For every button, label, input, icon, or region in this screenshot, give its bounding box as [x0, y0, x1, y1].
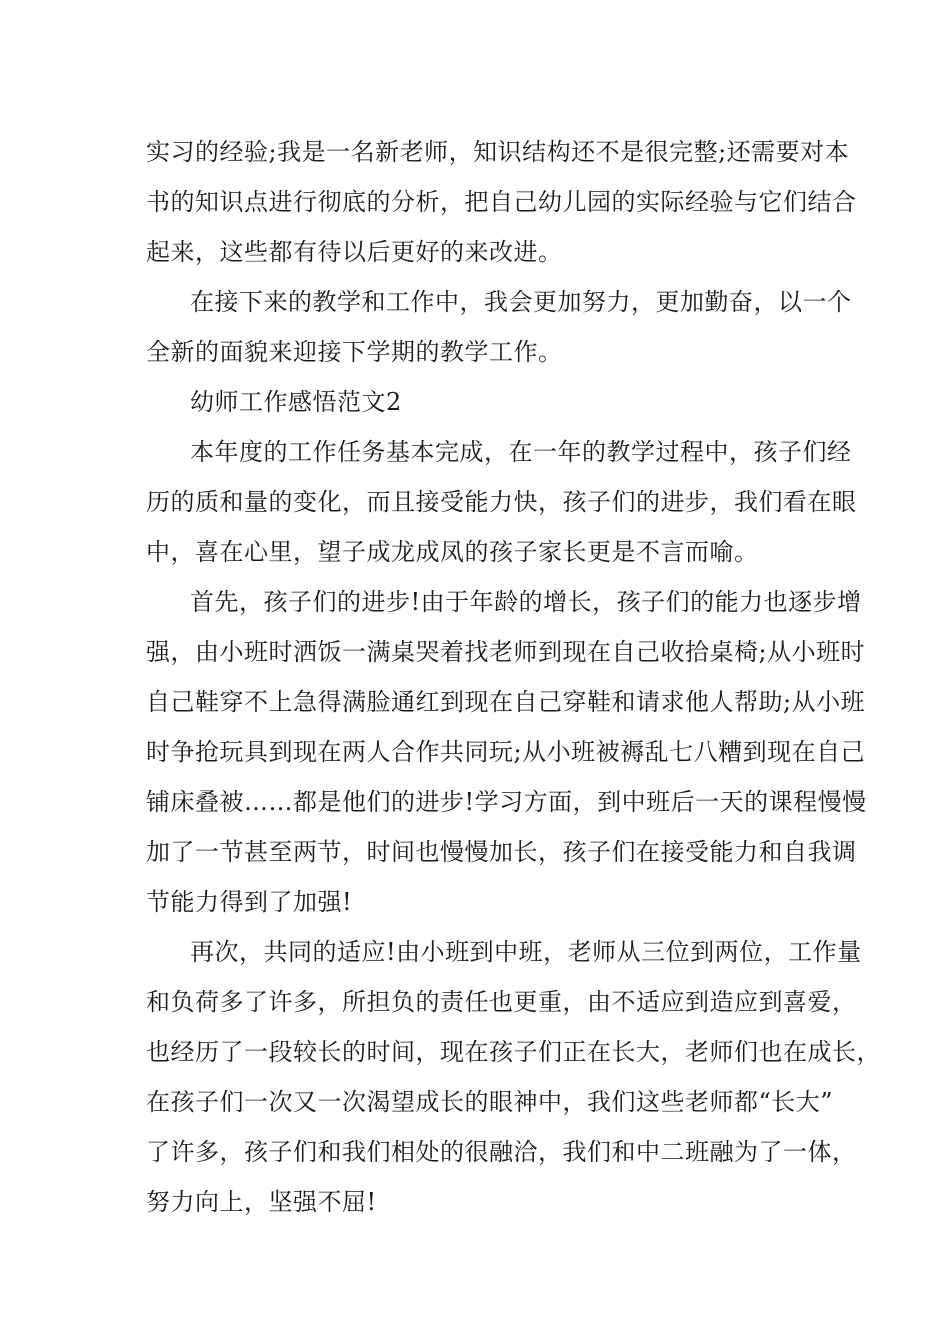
text-line: 努力向上，坚强不屈! — [146, 1188, 377, 1216]
text-line: 了许多，孩子们和我们相处的很融洽，我们和中二班融为了一体， — [146, 1138, 857, 1166]
text-line: 在孩子们一次又一次渴望成长的眼神中，我们这些老师都“长大” — [146, 1088, 834, 1116]
text-line: 节能力得到了加强! — [146, 888, 353, 916]
text-line: 和负荷多了许多，所担负的责任也更重，由不适应到造应到喜爱， — [146, 988, 857, 1016]
paragraph-first-line: 首先，孩子们的进步!由于年龄的增长，孩子们的能力也逐步增 — [190, 588, 862, 616]
text-line: 强，由小班时洒饭一满桌哭着找老师到现在自己收拾桌椅;从小班时 — [146, 638, 866, 666]
paragraph-first-line: 本年度的工作任务基本完成，在一年的教学过程中，孩子们经 — [190, 438, 852, 466]
text-line: 铺床叠被……都是他们的进步!学习方面，到中班后一天的课程慢慢 — [146, 788, 867, 816]
text-line: 自己鞋穿不上急得满脸通红到现在自己穿鞋和请求他人帮助;从小班 — [146, 688, 866, 716]
text-line: 加了一节甚至两节，时间也慢慢加长，孩子们在接受能力和自我调 — [146, 838, 857, 866]
text-line: 实习的经验;我是一名新老师，知识结构还不是很完整;还需要对本 — [146, 138, 850, 166]
text-line: 起来，这些都有待以后更好的来改进。 — [146, 238, 563, 266]
text-line: 历的质和量的变化，而且接受能力快，孩子们的进步，我们看在眼 — [146, 488, 857, 516]
text-line: 也经历了一段较长的时间，现在孩子们正在长大，老师们也在成长， — [146, 1038, 881, 1066]
text-line: 书的知识点进行彻底的分析，把自己幼儿园的实际经验与它们结合 — [146, 188, 857, 216]
text-line: 全新的面貌来迎接下学期的教学工作。 — [146, 338, 563, 366]
section-heading: 幼师工作感悟范文2 — [190, 388, 402, 416]
paragraph-first-line: 在接下来的教学和工作中，我会更加努力，更加勤奋，以一个 — [190, 288, 852, 316]
text-line: 中，喜在心里，望子成龙成凤的孩子家长更是不言而喻。 — [146, 538, 759, 566]
paragraph-first-line: 再次，共同的适应!由小班到中班，老师从三位到两位，工作量 — [190, 938, 862, 966]
text-line: 时争抢玩具到现在两人合作共同玩;从小班被褥乱七八糟到现在自己 — [146, 738, 866, 766]
